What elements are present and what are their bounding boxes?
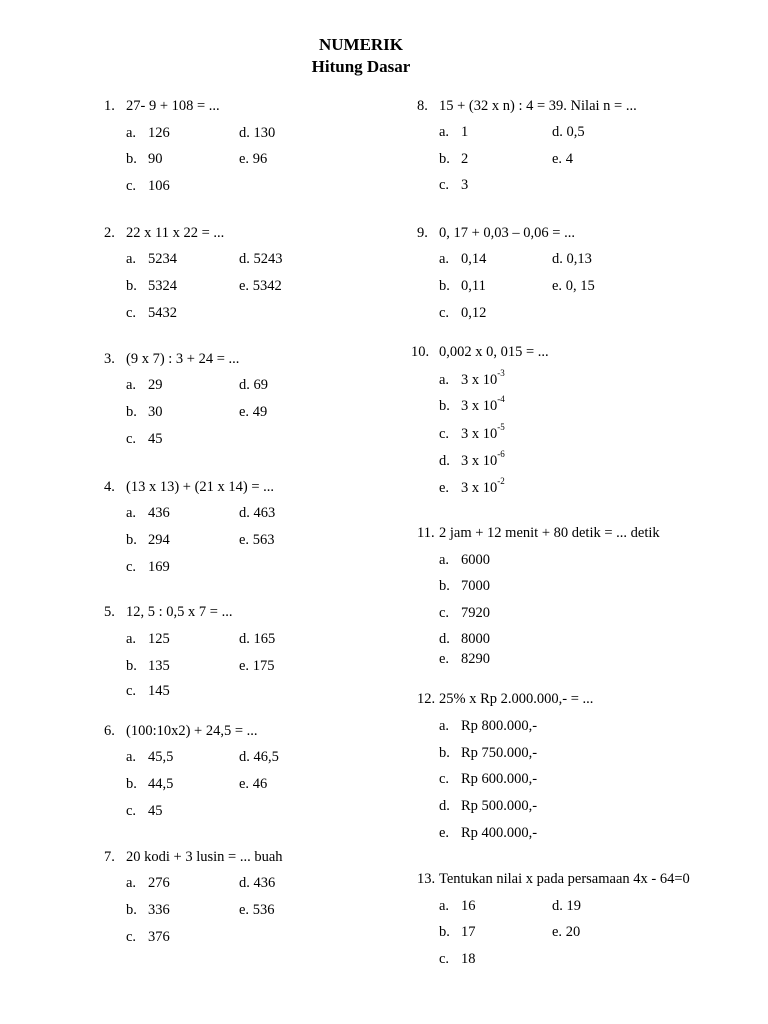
question-number: 6. — [104, 723, 115, 739]
question-text: 2 jam + 12 menit + 80 detik = ... detik — [439, 525, 660, 541]
option-e[interactable]: e. 0, 15 — [552, 278, 595, 294]
option-d[interactable]: d. 46,5 — [239, 749, 279, 765]
question-number: 4. — [104, 479, 115, 495]
question-text: 27- 9 + 108 = ... — [126, 98, 220, 114]
option-e[interactable]: e. 20 — [552, 924, 581, 940]
question-text: (100:10x2) + 24,5 = ... — [126, 723, 258, 739]
option-e[interactable]: e. 96 — [239, 151, 268, 167]
option-d[interactable]: d. 463 — [239, 505, 276, 521]
option-e[interactable]: e. 175 — [239, 658, 275, 674]
question-text: Tentukan nilai x pada persamaan 4x - 64=0 — [439, 871, 690, 887]
question-number: 3. — [104, 351, 115, 367]
question-number: 1. — [104, 98, 115, 114]
question-number: 7. — [104, 849, 115, 865]
option-e[interactable]: e. 536 — [239, 902, 275, 918]
option-d[interactable]: d. 130 — [239, 125, 276, 141]
option-d[interactable]: d. 19 — [552, 898, 581, 914]
question-text: 12, 5 : 0,5 x 7 = ... — [126, 604, 233, 620]
question-number: 11. — [417, 525, 435, 541]
question-text: 15 + (32 x n) : 4 = 39. Nilai n = ... — [439, 98, 637, 114]
option-d[interactable]: d. 0,5 — [552, 124, 585, 140]
option-e[interactable]: e. 49 — [239, 404, 268, 420]
question-number: 8. — [417, 98, 428, 114]
question-text: 22 x 11 x 22 = ... — [126, 225, 225, 241]
question-number: 10. — [411, 344, 430, 360]
question-number: 13. — [417, 871, 436, 887]
page-subtitle: Hitung Dasar — [311, 57, 411, 76]
option-d[interactable]: d. 436 — [239, 875, 276, 891]
question-number: 2. — [104, 225, 115, 241]
option-d[interactable]: d. 165 — [239, 631, 276, 647]
option-e[interactable]: e. 46 — [239, 776, 268, 792]
page-title: NUMERIK — [318, 35, 404, 54]
question-text: 0,002 x 0, 015 = ... — [439, 344, 549, 360]
question-text: (13 x 13) + (21 x 14) = ... — [126, 479, 275, 495]
option-d[interactable]: d. 0,13 — [552, 251, 592, 267]
question-text: 20 kodi + 3 lusin = ... buah — [126, 849, 283, 865]
option-e[interactable]: e. 5342 — [239, 278, 282, 294]
question-text: (9 x 7) : 3 + 24 = ... — [126, 351, 240, 367]
question-text: 25% x Rp 2.000.000,- = ... — [439, 691, 594, 707]
option-e[interactable]: e. 4 — [552, 151, 573, 167]
option-d[interactable]: d. 5243 — [239, 251, 283, 267]
question-text: 0, 17 + 0,03 – 0,06 = ... — [439, 225, 575, 241]
option-d[interactable]: d. 69 — [239, 377, 268, 393]
question-number: 5. — [104, 604, 115, 620]
question-number: 12. — [417, 691, 436, 707]
option-e[interactable]: e. 563 — [239, 532, 275, 548]
question-number: 9. — [417, 225, 428, 241]
